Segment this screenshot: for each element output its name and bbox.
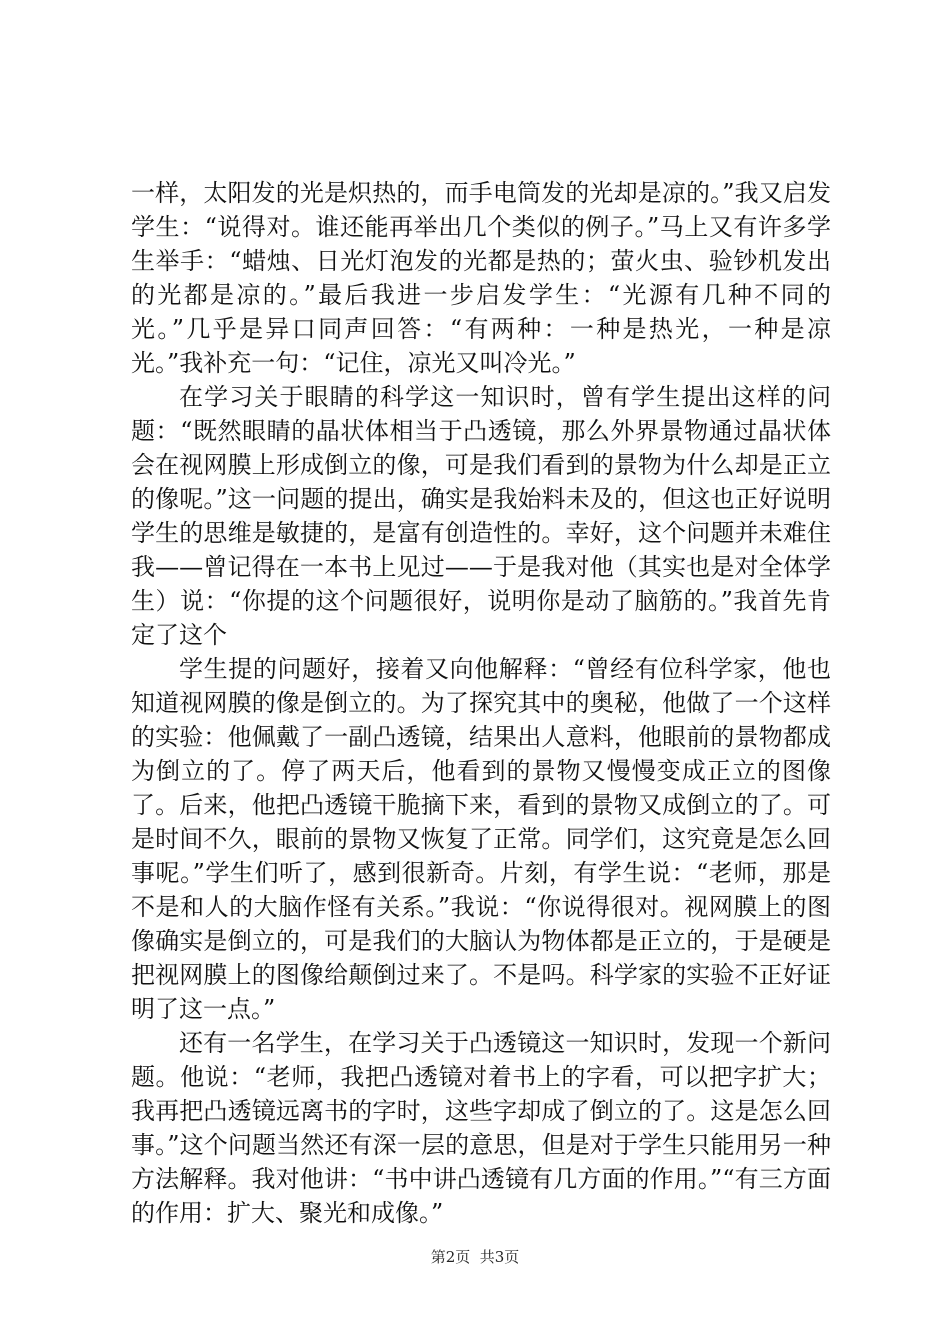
- paragraph-1: 一样，太阳发的光是炽热的，而手电筒发的光却是凉的。”我又启发学生：“说得对。谁还能再举出几个类似的例子。”马上又有许多学生举手：“蜡烛、日光灯泡发的光都是热的；萤火虫、验钞机发出的光都是凉的。”最后我进一步启发学生：“光源有几种不同的光。”几乎是异口同声回答：“有两种：一种是热光，一种是凉光。”我补充一句：“记住，凉光又叫冷光。”: [131, 179, 831, 377]
- body-text: [131, 176, 831, 1230]
- page-number-footer: 第2页 共3页: [430, 1248, 520, 1266]
- paragraph-2: 在学习关于眼睛的科学这一知识时，曾有学生提出这样的问题：“既然眼睛的晶状体相当于凸透镜，那么外界景物通过晶状体会在视网膜上形成倒立的像，可是我们看到的景物为什么却是正立的像呢。”这一问题的提出，确实是我始料未及的，但这也正好说明学生的思维是敏捷的，是富有创造性的。幸好，这个问题并未难住我——曾记得在一本书上见过——于是我对他（其实也是对全体学生）说：“你提的这个问题很好，说明你是动了脑筋的。”我首先肯定了这个: [131, 383, 831, 649]
- paragraph-3: 学生提的问题好，接着又向他解释：“曾经有位科学家，他也知道视网膜的像是倒立的。为了探究其中的奥秘，他做了一个这样的实验：他佩戴了一副凸透镜，结果出人意料，他眼前的景物都成为倒立的了。停了两天后，他看到的景物又慢慢变成正立的图像了。后来，他把凸透镜干脆摘下来，看到的景物又成倒立的了。可是时间不久，眼前的景物又恢复了正常。同学们，这究竟是怎么回事呢。”学生们听了，感到很新奇。片刻，有学生说：“老师，那是不是和人的大脑作怪有关系。”我说：“你说得很对。视网膜上的图像确实是倒立的，可是我们的大脑认为物体都是正立的，于是硬是把视网膜上的图像给颠倒过来了。不是吗。科学家的实验不正好证明了这一点。”: [131, 655, 831, 1023]
- paragraph-4: 还有一名学生，在学习关于凸透镜这一知识时，发现一个新问题。他说：“老师，我把凸透镜对着书上的字看，可以把字扩大；我再把凸透镜远离书的字时，这些字却成了倒立的了。这是怎么回事。”这个问题当然还有深一层的意思，但是对于学生只能用另一种方法解释。我对他讲：“书中讲凸透镜有几方面的作用。”“有三方面的作用：扩大、聚光和成像。”: [131, 1029, 831, 1227]
